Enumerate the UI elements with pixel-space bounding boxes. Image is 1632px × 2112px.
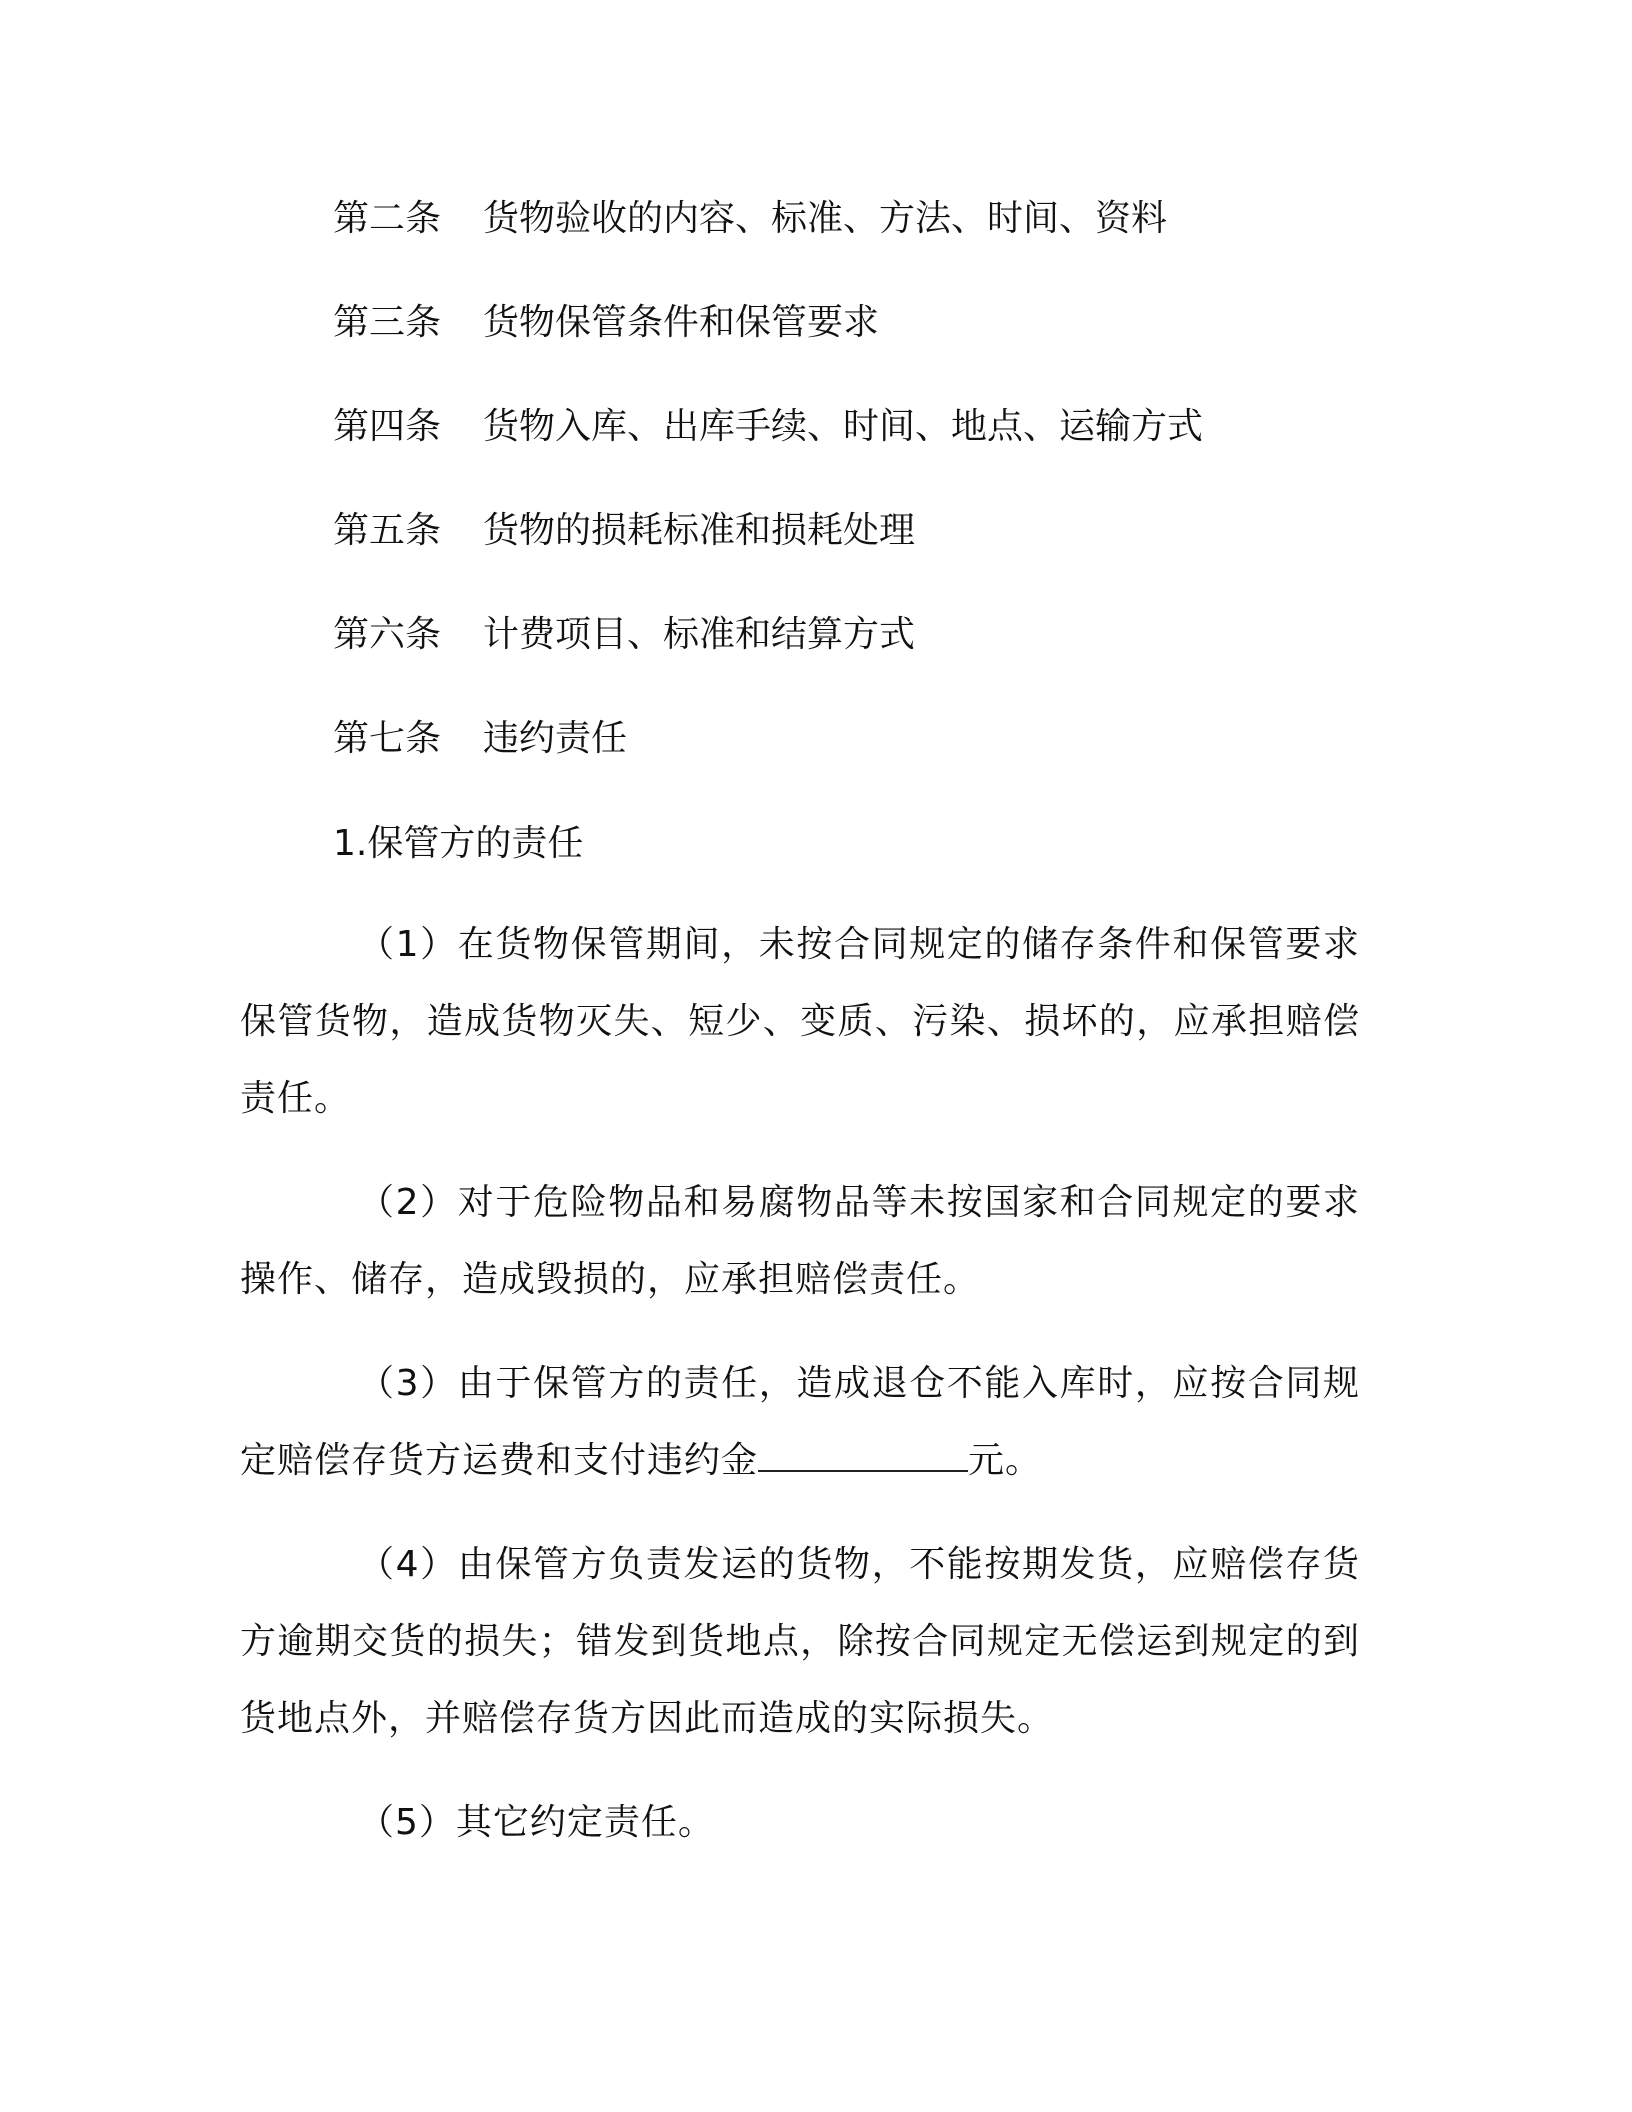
article-title: 货物入库、出库手续、时间、地点、运输方式	[483, 406, 1204, 447]
article-number: 第二条	[333, 198, 442, 239]
clause-3-unit: 元。	[968, 1440, 1043, 1481]
article-number: 第七条	[333, 718, 442, 759]
article-3	[333, 290, 1433, 394]
clause-3-text: （3）由于保管方的责任，造成退仓不能入库时，应按合同规定赔偿存货方运费和支付违约金	[240, 1363, 1360, 1481]
article-title: 计费项目、标准和结算方式	[483, 614, 916, 655]
article-title: 货物验收的内容、标准、方法、时间、资料	[483, 198, 1168, 239]
article-title: 货物保管条件和保管要求	[483, 302, 880, 343]
clause-list	[240, 906, 1360, 1888]
clause-4: （4）由保管方负责发运的货物，不能按期发货，应赔偿存货方逾期交货的损失；错发到货地点，除按合同规定无偿运到规定的到货地点外，并赔偿存货方因此而造成的实际损失。	[240, 1544, 1360, 1739]
article-title: 货物的损耗标准和损耗处理	[483, 510, 916, 551]
article-6	[333, 602, 1433, 706]
penalty-amount-blank	[758, 1440, 968, 1472]
section-heading-custodian-liability: 1.保管方的责任	[333, 823, 584, 864]
article-title: 违约责任	[483, 718, 628, 759]
clause-2: （2）对于危险物品和易腐物品等未按国家和合同规定的要求操作、储存，造成毁损的，应承担赔偿责任。	[240, 1182, 1360, 1300]
article-5	[333, 498, 1433, 602]
clause-1: （1）在货物保管期间，未按合同规定的储存条件和保管要求保管货物，造成货物灭失、短少、变质、污染、损坏的，应承担赔偿责任。	[240, 924, 1360, 1119]
article-number: 第三条	[333, 302, 442, 343]
article-7	[333, 706, 1433, 810]
clause-3	[240, 1345, 1360, 1499]
article-number: 第四条	[333, 406, 442, 447]
article-2	[333, 186, 1433, 290]
clause-5: （5）其它约定责任。	[358, 1802, 715, 1843]
article-4	[333, 394, 1433, 498]
article-number: 第六条	[333, 614, 442, 655]
article-list	[333, 186, 1433, 810]
article-number: 第五条	[333, 510, 442, 551]
